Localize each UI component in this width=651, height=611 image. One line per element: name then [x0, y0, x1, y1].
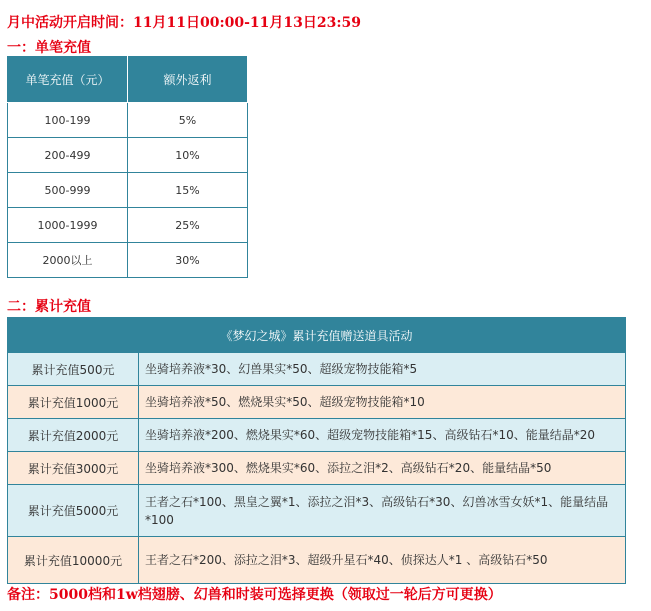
- table-row: [8, 386, 626, 419]
- table-row: [8, 103, 248, 138]
- table-row: [8, 173, 248, 208]
- table-row: [8, 537, 626, 584]
- amount-cell: 200-499: [8, 138, 128, 173]
- table-row: [8, 419, 626, 452]
- tier-cell: 累计充值2000元: [8, 419, 139, 452]
- amount-cell: 1000-1999: [8, 208, 128, 243]
- rewards-cell: 坐骑培养液*300、燃烧果实*60、添拉之泪*2、高级钻石*20、能量结晶*50: [139, 452, 626, 485]
- table-header-row: [8, 57, 248, 103]
- rebate-cell: 30%: [128, 243, 248, 278]
- table-title-row: [8, 318, 626, 353]
- tier-cell: 累计充值5000元: [8, 485, 139, 537]
- table-row: [8, 208, 248, 243]
- tier-cell: 累计充值500元: [8, 353, 139, 386]
- table-row: [8, 243, 248, 278]
- column-header-amount: 单笔充值（元）: [8, 57, 128, 103]
- column-header-rebate: 额外返利: [128, 57, 248, 103]
- single-recharge-table: [7, 56, 248, 278]
- rewards-cell: 王者之石*100、黑皇之翼*1、添拉之泪*3、高级钻石*30、幻兽冰雪女妖*1、能量结晶*100: [139, 485, 626, 537]
- rebate-cell: 25%: [128, 208, 248, 243]
- event-time-title: 月中活动开启时间：11月11日00:00-11月13日23:59: [7, 15, 362, 31]
- table-row: [8, 452, 626, 485]
- amount-cell: 100-199: [8, 103, 128, 138]
- rebate-cell: 10%: [128, 138, 248, 173]
- rewards-cell: 坐骑培养液*30、幻兽果实*50、超级宠物技能箱*5: [139, 353, 626, 386]
- rewards-cell: 坐骑培养液*50、燃烧果实*50、超级宠物技能箱*10: [139, 386, 626, 419]
- table-title: 《梦幻之城》累计充值赠送道具活动: [8, 318, 626, 353]
- table-row: [8, 485, 626, 537]
- cumulative-recharge-table: [7, 317, 626, 584]
- tier-cell: 累计充值1000元: [8, 386, 139, 419]
- rewards-cell: 坐骑培养液*200、燃烧果实*60、超级宠物技能箱*15、高级钻石*10、能量结晶*20: [139, 419, 626, 452]
- tier-cell: 累计充值3000元: [8, 452, 139, 485]
- table-row: [8, 138, 248, 173]
- cumulative-recharge-heading: 二：累计充值: [7, 299, 91, 315]
- rebate-cell: 15%: [128, 173, 248, 208]
- rebate-cell: 5%: [128, 103, 248, 138]
- rewards-cell: 王者之石*200、添拉之泪*3、超级升星石*40、侦探达人*1 、高级钻石*50: [139, 537, 626, 584]
- tier-cell: 累计充值10000元: [8, 537, 139, 584]
- amount-cell: 500-999: [8, 173, 128, 208]
- footer-note: 备注：5000档和1w档翅膀、幻兽和时装可选择更换（领取过一轮后方可更换）: [7, 587, 502, 603]
- table-row: [8, 353, 626, 386]
- single-recharge-heading: 一：单笔充值: [7, 40, 91, 56]
- amount-cell: 2000以上: [8, 243, 128, 278]
